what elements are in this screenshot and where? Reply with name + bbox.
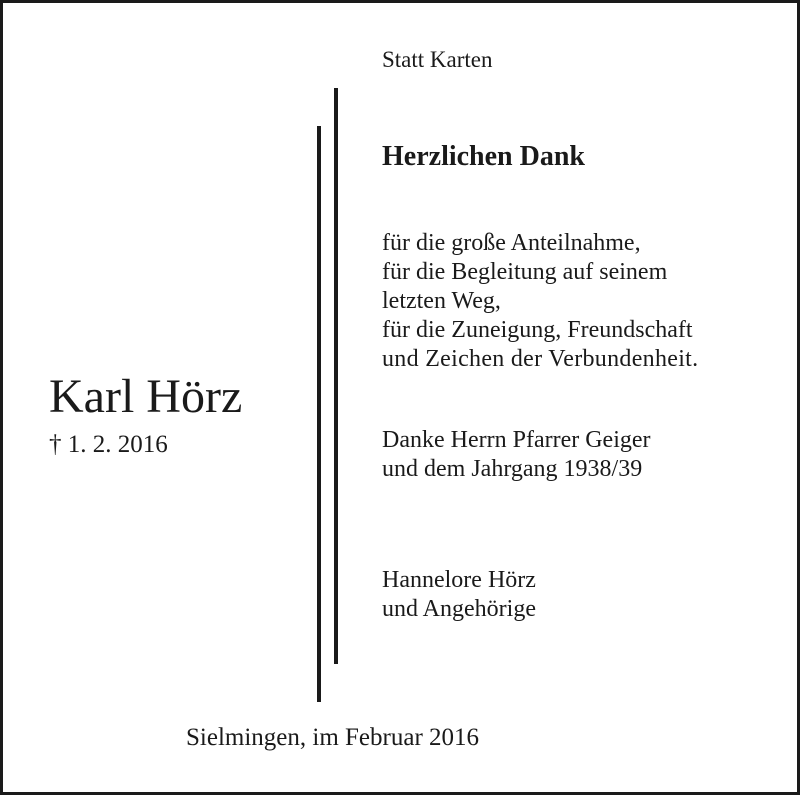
- vertical-rule-left: [317, 126, 321, 702]
- thanks-line: für die Zuneigung, Freundschaft: [382, 317, 693, 343]
- place-and-date: Sielmingen, im Februar 2016: [186, 724, 480, 751]
- signature-block: [382, 566, 536, 624]
- thanks-line: für die große Anteilnahme,: [382, 230, 641, 256]
- thanks-line: letzten Weg,: [382, 288, 501, 314]
- pastor-line: und dem Jahrgang 1938/39: [382, 456, 643, 482]
- thanks-line: für die Begleitung auf seinem: [382, 259, 668, 285]
- pastor-line: Danke Herrn Pfarrer Geiger: [382, 427, 651, 453]
- pastor-thanks-paragraph: [382, 426, 651, 484]
- header-text: Statt Karten: [382, 47, 493, 72]
- deceased-name: Karl Hörz: [49, 370, 243, 423]
- death-date: † 1. 2. 2016: [49, 431, 168, 458]
- thanks-line: und Zeichen der Verbundenheit.: [382, 346, 699, 372]
- signature-line: und Angehörige: [382, 596, 536, 622]
- thanks-paragraph: [382, 229, 698, 374]
- signature-line: Hannelore Hörz: [382, 567, 536, 593]
- notice-title: Herzlichen Dank: [382, 141, 585, 172]
- vertical-rule-right: [334, 88, 338, 664]
